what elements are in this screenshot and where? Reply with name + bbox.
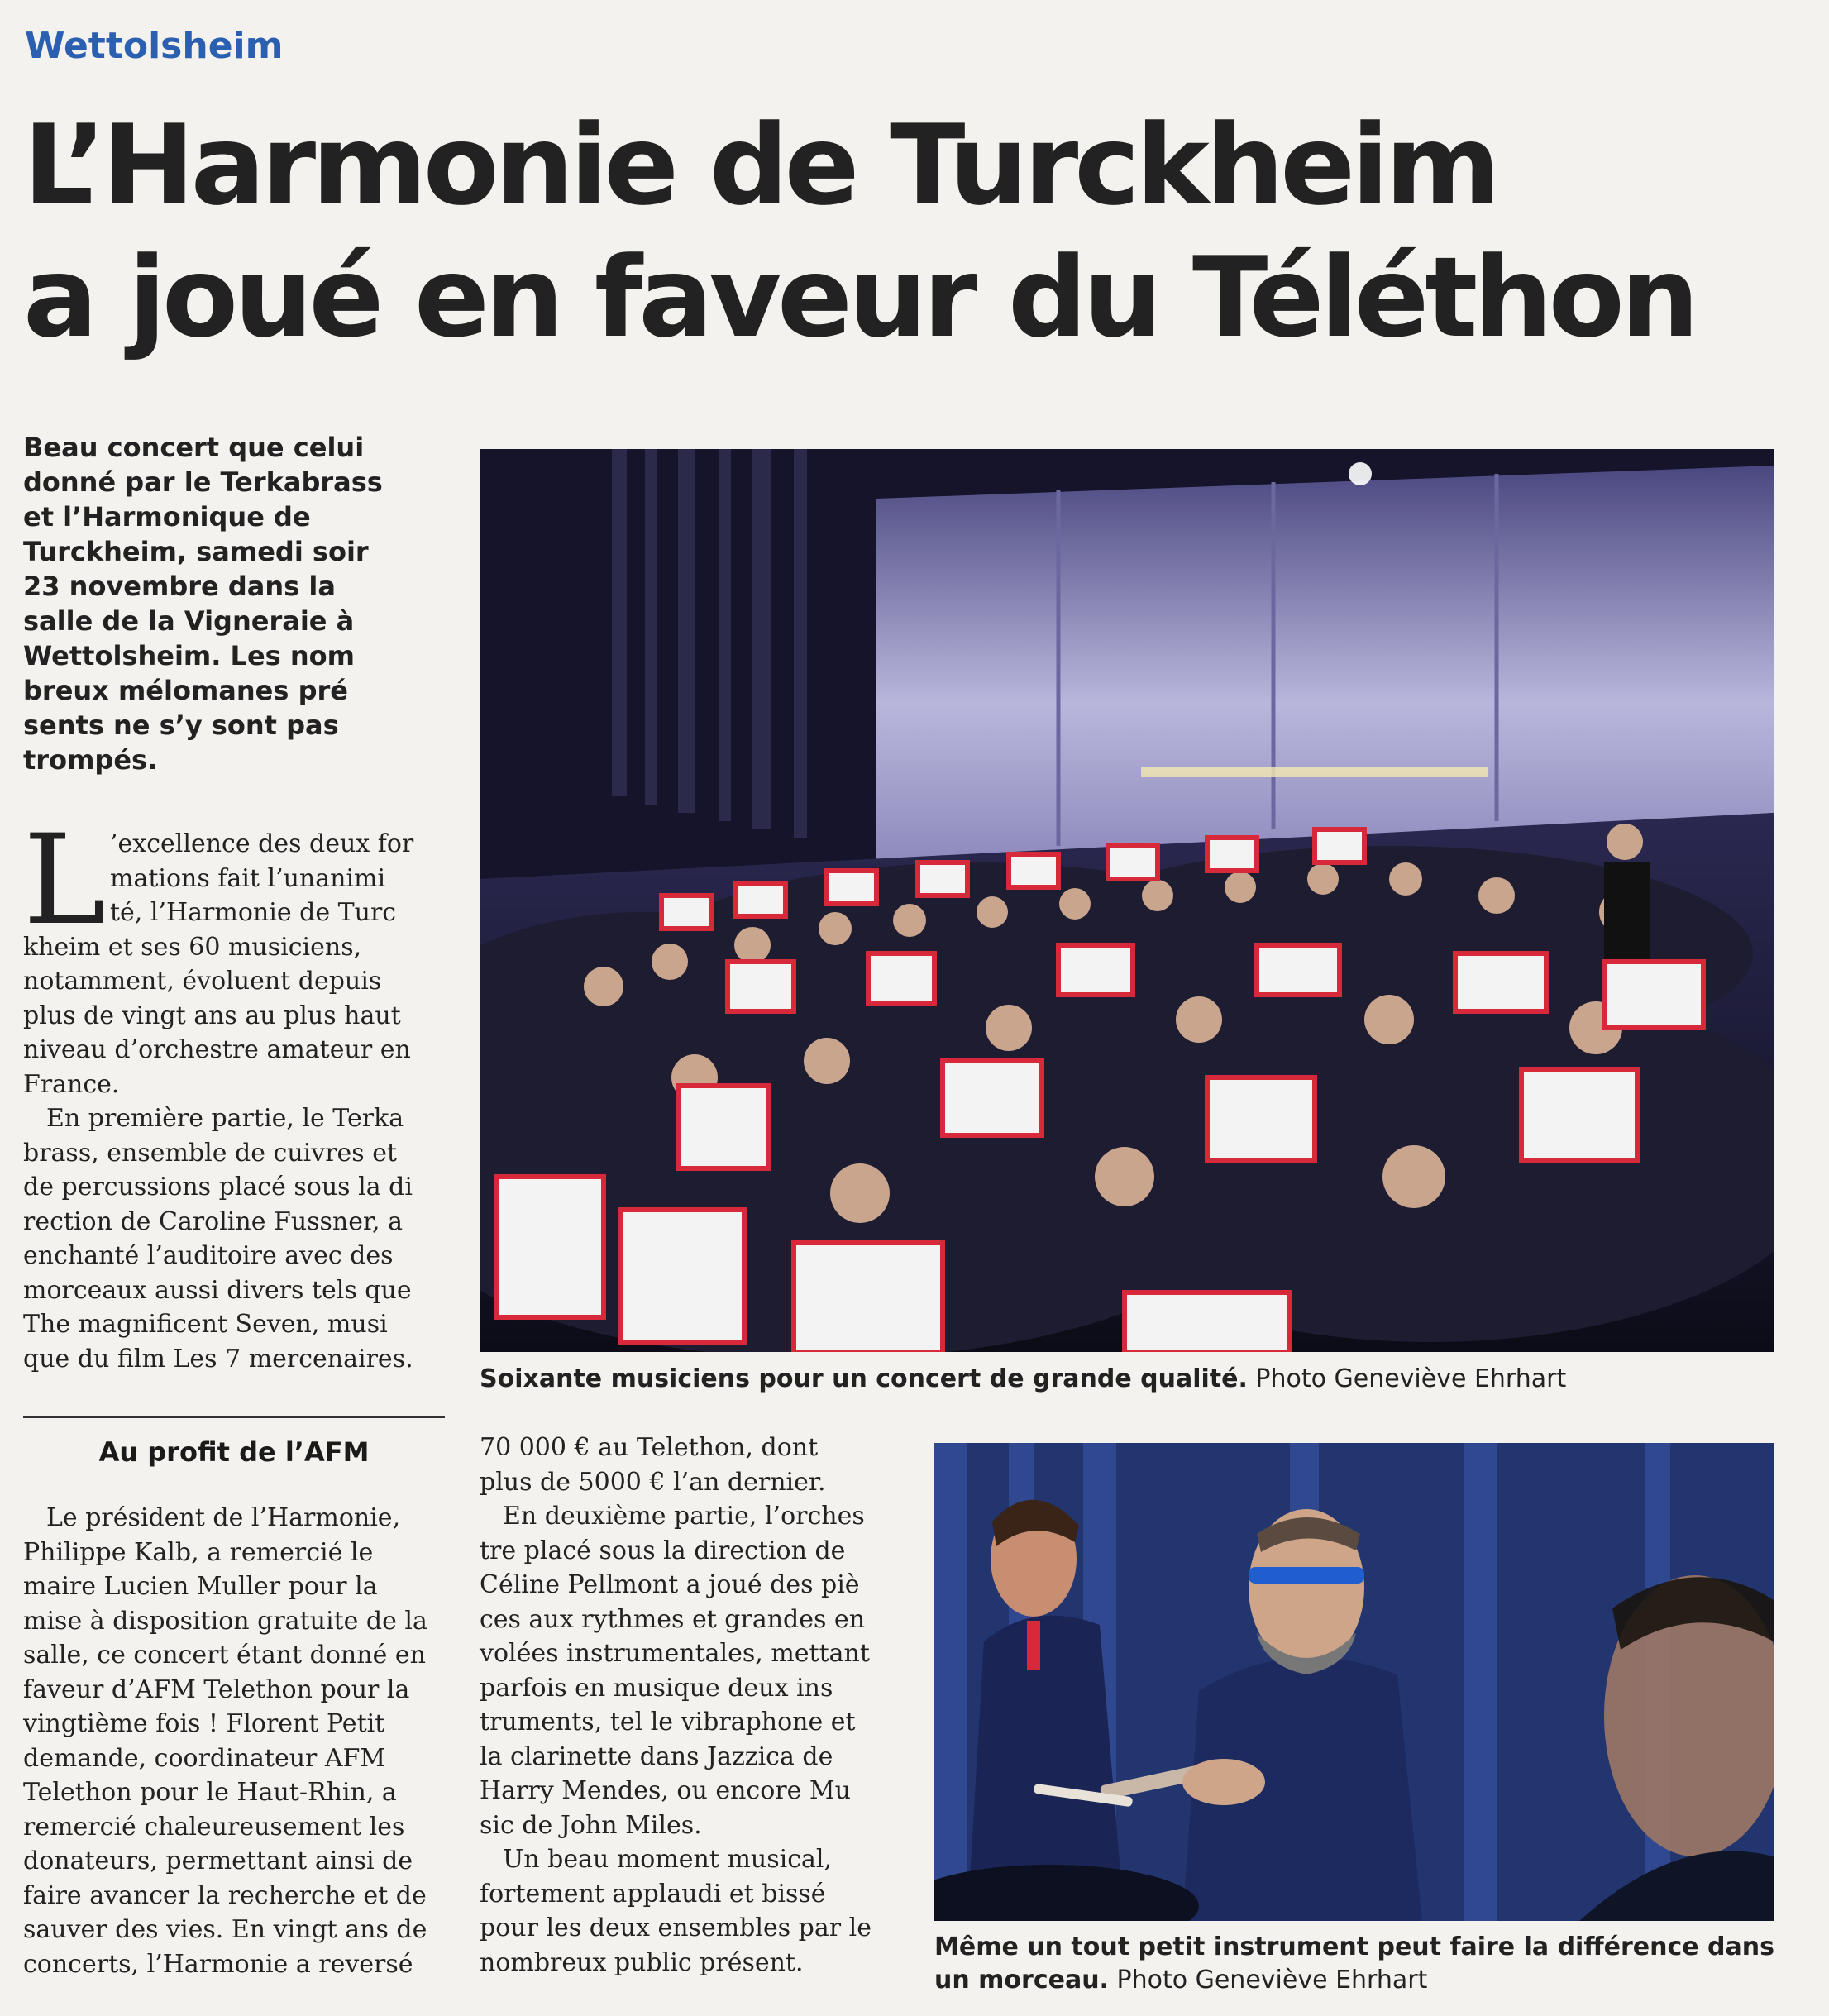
body-line: En première partie, le Terka [46,1104,404,1133]
body-line: enchanté l’auditoire avec des [23,1241,394,1270]
body-line: rection de Caroline Fussner, a [23,1206,404,1236]
body-line: parfois en musique deux ins [480,1673,833,1703]
body-line: mations fait l’unanimi [110,863,386,893]
body-line: mise à disposition gratuite de la [23,1606,427,1636]
body-line: remercié chaleureusement les [23,1812,405,1842]
photo-caption-2 [934,1931,1778,1997]
body-line: Céline Pellmont a joué des piè [480,1570,860,1599]
orchestra-photo [480,449,1774,1352]
body-line: Un beau moment musical, [503,1845,833,1874]
section-rubric: Wettolsheim [25,25,284,67]
body-line: ces aux rythmes et grandes en [480,1604,866,1634]
photo-credit: Photo Geneviève Ehrhart [1247,1364,1567,1393]
body-line: plus de 5000 € l’an dernier. [480,1467,826,1497]
body-line: kheim et ses 60 musiciens, [23,932,362,962]
body-line: Harry Mendes, ou encore Mu [480,1776,851,1805]
lead-line: Turckheim, samedi soir [23,536,369,567]
body-line: En deuxième partie, l’orches [503,1502,865,1531]
orchestra-illustration [480,449,1774,1352]
body-line: salle, ce concert étant donné en [23,1641,426,1670]
body-line: vingtième fois ! Florent Petit [23,1709,385,1738]
body-line: ’excellence des deux for [110,829,414,858]
body-line: truments, tel le vibraphone et [480,1708,856,1737]
percussion-illustration [934,1443,1774,1921]
body-line: volées instrumentales, mettant [480,1639,870,1668]
lead-line: breux mélomanes pré [23,675,348,706]
body-line: que du film Les 7 mercenaires. [23,1344,413,1373]
body-line: sauver des vies. En vingt ans de [23,1915,427,1944]
body-line: morceaux aussi divers tels que [23,1275,412,1305]
body-line: demande, coordinateur AFM [23,1743,386,1773]
body-line: té, l’Harmonie de Turc [110,898,397,927]
body-line: niveau d’orchestre amateur en [23,1035,411,1064]
caption-text: Même un tout petit instrument peut faire la différence dans un morceau. [934,1932,1774,1995]
body-line: fortement applaudi et bissé [480,1879,826,1909]
body-column-1 [23,827,453,1376]
lead-line: 23 novembre dans la [23,571,336,602]
body-line: The magnificent Seven, musi [23,1310,388,1339]
lead-line: Wettolsheim. Les nom [23,640,355,671]
subheading: Au profit de l’AFM [23,1416,445,1468]
lead-line: Beau concert que celui [23,432,365,463]
percussion-photo [934,1443,1774,1921]
body-line: faveur d’AFM Telethon pour la [23,1674,410,1704]
lead-line: donné par le Terkabrass [23,466,383,498]
body-column-2 [480,1431,910,1980]
body-line: faire avancer la recherche et de [23,1880,427,1910]
body-line: de percussions placé sous la di [23,1173,413,1201]
body-line: 70 000 € au Telethon, dont [480,1433,819,1462]
body-line: tre placé sous la direction de [480,1536,846,1565]
lead-line: trompés. [23,744,158,776]
body-line: nombreux public présent. [480,1947,804,1977]
body-line: donateurs, permettant ainsi de [23,1846,413,1875]
photo-credit: Photo Geneviève Ehrhart [1108,1966,1428,1995]
headline-line: a joué en faveur du Téléthon [23,233,1696,362]
lead-line: salle de la Vigneraie à [23,605,355,637]
headline-line: L’Harmonie de Turckheim [23,101,1497,230]
body-line: pour les deux ensembles par le [480,1913,872,1942]
body-line: sic de John Miles. [480,1810,702,1840]
caption-text: Soixante musiciens pour un concert de grande qualité. [480,1364,1248,1393]
body-line: Philippe Kalb, a remercié le [23,1537,374,1567]
lead-line: sents ne s’y sont pas [23,709,339,741]
body-line: concerts, l’Harmonie a reversé [23,1949,413,1979]
photo-caption-1 [480,1363,1566,1396]
body-line: Le président de l’Harmonie, [46,1503,401,1532]
headline [23,99,1695,364]
body-line: plus de vingt ans au plus haut [23,1001,401,1030]
body-line: la clarinette dans Jazzica de [480,1741,833,1771]
body-line: maire Lucien Muller pour la [23,1572,378,1601]
lead-line: et l’Harmonique de [23,501,311,533]
lead-paragraph [23,430,453,777]
body-line: notamment, évoluent depuis [23,967,382,996]
body-column-1b [23,1501,453,1981]
body-line: France. [23,1069,120,1099]
drop-cap: L [23,809,106,953]
body-line: Telethon pour le Haut-Rhin, a [23,1778,397,1807]
body-line: brass, ensemble de cuivres et [23,1138,398,1168]
